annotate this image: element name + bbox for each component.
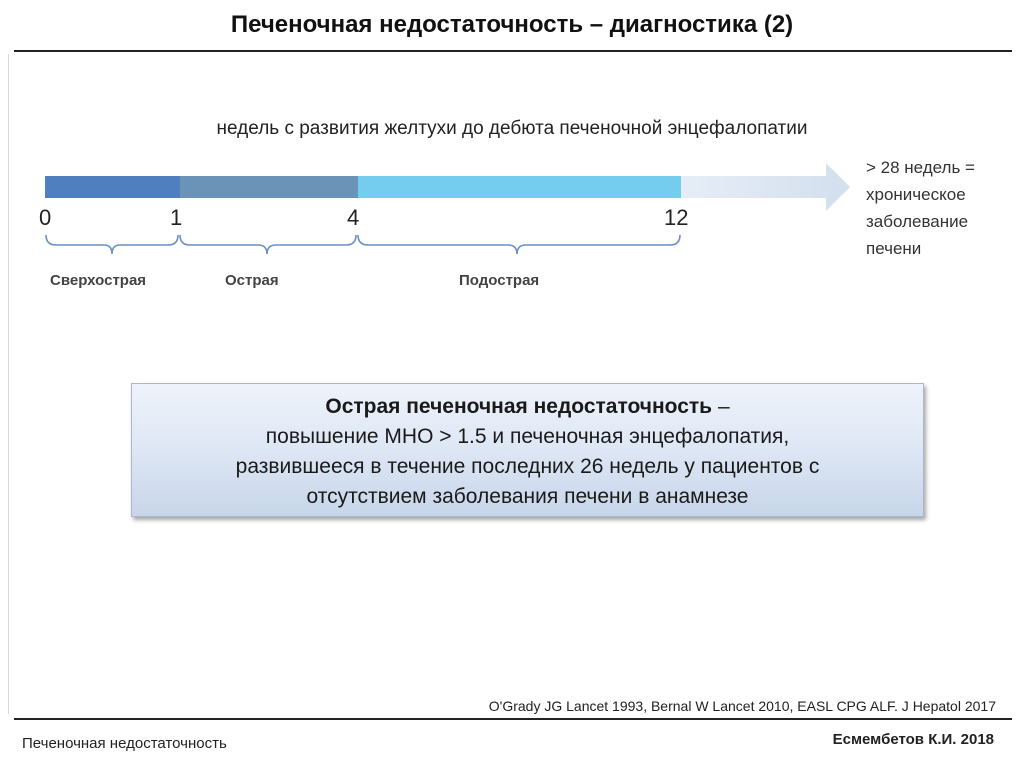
definition-heading	[132, 392, 923, 422]
segment-subacute	[358, 176, 681, 198]
footer-topic: Печеночная недостаточность	[22, 735, 227, 752]
definition-term: Острая печеночная недостаточность	[325, 395, 713, 418]
tick-label-4: 4	[347, 205, 360, 230]
chronic-note-line: заболевание	[866, 212, 969, 231]
timeline-caption: недель с развития желтухи до дебюта печеночной энцефалопатии	[216, 118, 808, 139]
segment-hyperacute	[45, 176, 180, 198]
bracket-acute	[180, 235, 356, 254]
chronic-note-line: > 28 недель =	[866, 158, 975, 177]
definition-line: повышение МНО > 1.5 и печеночная энцефалопатия,	[265, 425, 790, 448]
bracket-subacute	[358, 235, 680, 254]
definition-dash: –	[712, 395, 730, 418]
title-divider	[14, 50, 1012, 52]
tick-label-1: 1	[170, 205, 183, 230]
phase-hyperacute: Сверхострая	[50, 272, 147, 289]
segment-acute	[180, 176, 358, 198]
definition-line: отсутствием заболевания печени в анамнезе	[306, 485, 749, 508]
phase-subacute: Подострая	[459, 272, 540, 289]
chronic-note-line: печени	[866, 239, 922, 258]
footer-divider	[14, 718, 1012, 720]
timeline-arrow	[681, 163, 850, 211]
bracket-hyperacute	[46, 235, 178, 254]
definition-line: развившееся в течение последних 26 недель у пациентов с	[235, 455, 820, 478]
chronic-note-line: хроническое	[866, 185, 966, 204]
footer-author: Есмембетов К.И. 2018	[832, 731, 994, 748]
tick-label-12: 12	[664, 205, 689, 230]
definition-box	[131, 383, 924, 517]
slide-title: Печеночная недостаточность – диагностика (2)	[230, 11, 794, 38]
tick-label-0: 0	[39, 205, 52, 230]
phase-acute: Острая	[225, 272, 279, 289]
reference-citation: O'Grady JG Lancet 1993, Bernal W Lancet 2010, EASL CPG ALF. J Hepatol 2017	[488, 698, 996, 714]
chronic-note	[866, 154, 1016, 262]
